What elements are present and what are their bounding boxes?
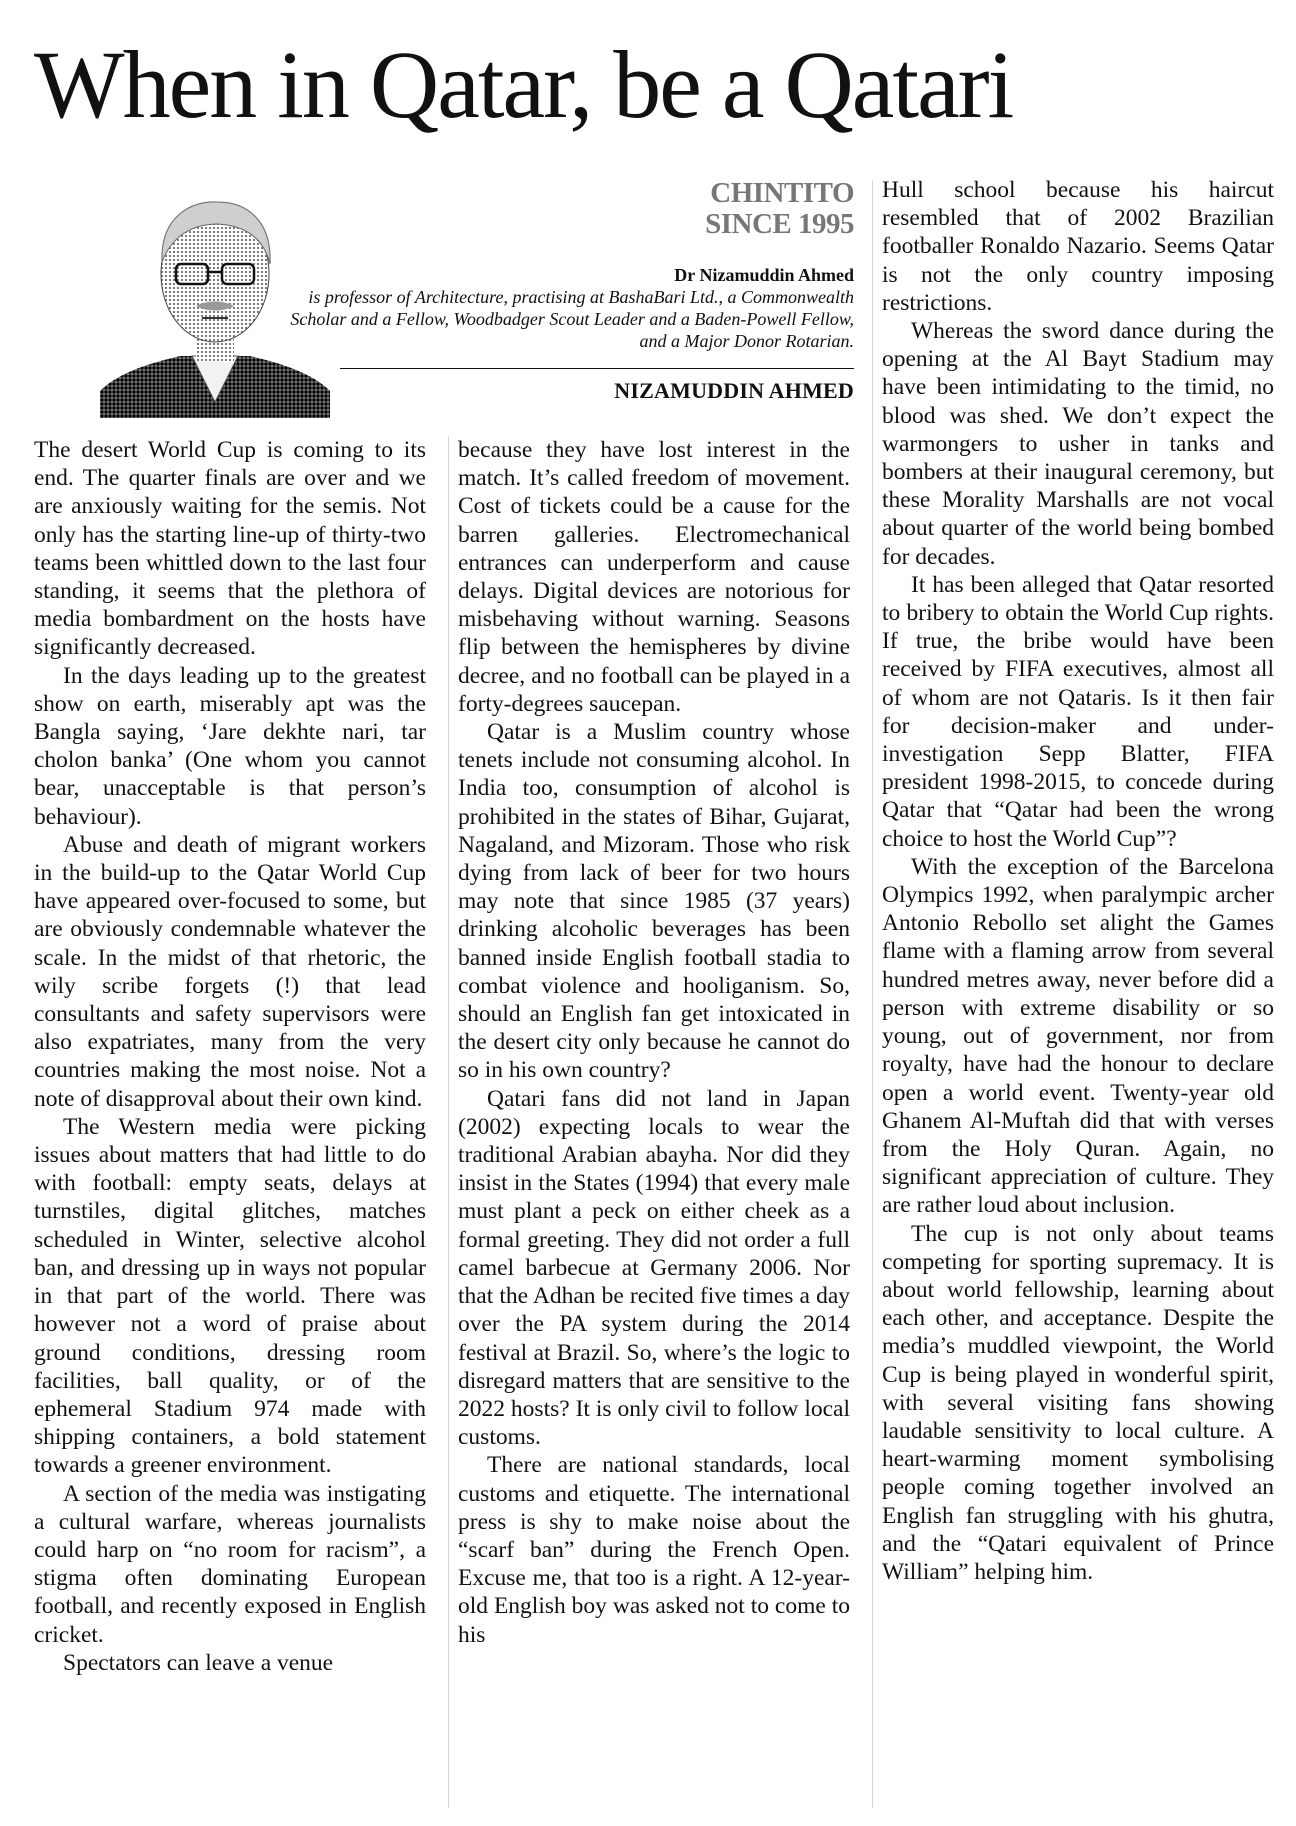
column-name-line2: SINCE 1995 xyxy=(705,208,854,240)
column-divider xyxy=(872,180,873,1808)
headline: When in Qatar, be a Qatari xyxy=(34,31,1013,138)
author-bio-text: is professor of Architecture, practising at BashaBari Ltd., a Commonwealth Scholar and a Fellow, Woodbadger Scout Leader and a Baden-Powell Fellow, and a Major Donor Rotarian. xyxy=(290,287,854,351)
article-column-2 xyxy=(458,436,850,1649)
paragraph: Spectators can leave a venue xyxy=(63,1649,334,1676)
column-name-line1: CHINTITO xyxy=(710,177,854,209)
article-column-1 xyxy=(34,436,426,1677)
paragraph: Qatar is a Muslim country whose tenets include not consuming alcohol. In India too, consumption of alcohol is prohibited in the states of Bihar, Gujarat, Nagaland, and Mizoram. Those who risk dying from lack of beer for two hours may note that since 1985 (37 years) drinking alcoholic beverages has been banned inside English football stadia to combat violence and hooliganism. So, should an English fan get intoxicated in the desert city only because he cannot do so in his own country? xyxy=(458,719,850,1084)
paragraph: The cup is not only about teams competing for sporting supremacy. It is about world fellowship, learning about each other, and acceptance. Despite the media’s muddled viewpoint, the World Cup is being played in wonderful spirit, with several visiting fans showing laudable sensitivity to local culture. A heart-warming moment symbolising people coming together involved an English fan struggling with his ghutra, and the “Qatari equivalent of Prince William” helping him. xyxy=(882,1220,1274,1585)
paragraph: Whereas the sword dance during the opening at the Al Bayt Stadium may have been intimidating to the timid, no blood was shed. We don’t expect the warmongers to usher in tanks and bombers at their inaugural ceremony, but these Morality Marshalls are not vocal about quarter of the world being bombed for decades. xyxy=(882,318,1274,570)
article-column-3 xyxy=(882,176,1274,1586)
byline: NIZAMUDDIN AHMED xyxy=(614,378,854,403)
paragraph: Abuse and death of migrant workers in the build-up to the Qatar World Cup have appeared over-focused to some, but are obviously condemnable whatever the scale. In the midst of that rhetoric, the wily scribe forgets (!) that lead consultants and safety supervisors were also expatriates, many from the very countries making the most noise. Not a note of disapproval about their own kind. xyxy=(34,831,426,1112)
paragraph: The Western media were picking issues about matters that had little to do with football: empty seats, delays at turnstiles, digital glitches, matches scheduled in Winter, selective alcohol ban, and dressing up in ways not popular in that part of the world. There was however not a word of praise about ground conditions, dressing room facilities, ball quality, or of the ephemeral Stadium 974 made with shipping containers, a bold statement towards a greener environment. xyxy=(34,1113,426,1479)
paragraph: because they have lost interest in the match. It’s called freedom of movement. Cost of tickets could be a cause for the barren galleries. Electromechanical entrances can underperform and cause delays. Digital devices are notorious for misbehaving without warning. Seasons flip between the hemispheres by divine decree, and no football can be played in a forty-degrees saucepan. xyxy=(458,437,850,717)
paragraph: In the days leading up to the greatest show on earth, miserably apt was the Bangla saying, ‘Jare dekhte nari, tar cholon banka’ (One whom you cannot bear, unacceptable is that person’s behaviour). xyxy=(34,662,426,830)
column-divider xyxy=(448,436,449,1808)
byline-rule xyxy=(340,368,854,369)
column-name xyxy=(705,178,854,240)
paragraph: There are national standards, local customs and etiquette. The international press is shy to make noise about the “scarf ban” during the French Open. Excuse me, that too is a right. A 12-year-old English boy was asked not to come to his xyxy=(458,1452,850,1648)
paragraph: Qatari fans did not land in Japan (2002) expecting locals to wear the traditional Arabian abayha. Nor did they insist in the States (1994) that every male must plant a peck on either cheek as a formal greeting. They did not order a full camel barbecue at Germany 2006. Nor that the Adhan be recited five times a day over the PA system during the 2014 festival at Brazil. So, where’s the logic to disregard matters that are sensitive to the 2022 hosts? It is only civil to follow local customs. xyxy=(458,1085,850,1451)
paragraph: The desert World Cup is coming to its end. The quarter finals are over and we are anxiously waiting for the semis. Not only has the starting line-up of thirty-two teams been whittled down to the last four standing, it seems that the plethora of media bombardment on the hosts have significantly decreased. xyxy=(34,437,426,661)
paragraph: It has been alleged that Qatar resorted to bribery to obtain the World Cup rights. If true, the bribe would have been received by FIFA executives, almost all of whom are not Qataris. Is it then fair for decision-maker and under-investigation Sepp Blatter, FIFA president 1998-2015, to concede during Qatar that “Qatar had been the wrong choice to host the World Cup”? xyxy=(882,571,1274,852)
paragraph: With the exception of the Barcelona Olympics 1992, when paralympic archer Antonio Rebollo set alight the Games flame with a flaming arrow from several hundred metres away, never before did a person with extreme disability or so young, out of government, nor from royalty, have had the honour to declare open a world event. Twenty-year old Ghanem Al-Muftah did that with verses from the Holy Quran. Again, no significant appreciation of culture. They are rather loud about inclusion. xyxy=(882,853,1274,1219)
author-bio xyxy=(290,264,854,352)
paragraph: A section of the media was instigating a cultural warfare, whereas journalists could harp on “no room for racism”, a stigma often dominating European football, and recently exposed in English cricket. xyxy=(34,1480,426,1648)
paragraph: Hull school because his haircut resembled that of 2002 Brazilian footballer Ronaldo Nazario. Seems Qatar is not the only country imposing restrictions. xyxy=(882,177,1274,316)
author-name: Dr Nizamuddin Ahmed xyxy=(674,265,854,285)
